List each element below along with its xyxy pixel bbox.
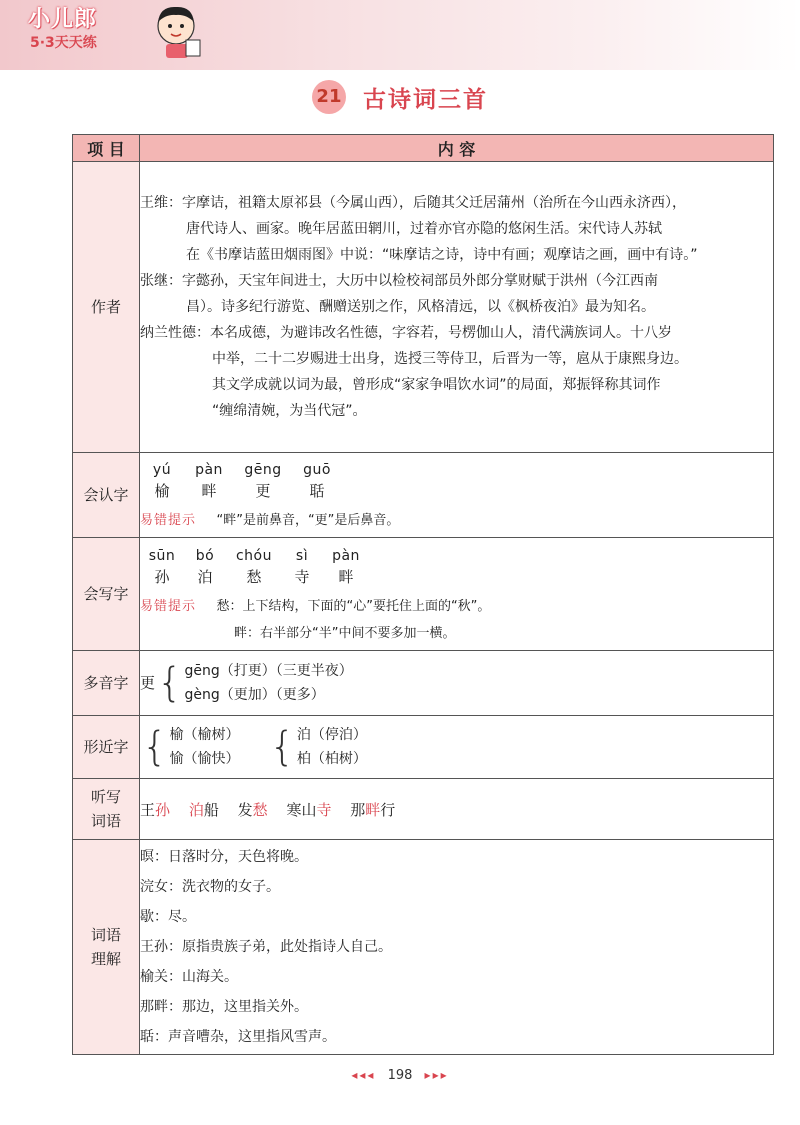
- vocab-item: 歇：尽。: [140, 909, 196, 925]
- write-hint: [140, 595, 773, 614]
- label-author: 作者: [73, 162, 140, 453]
- vocab-content: [140, 840, 774, 1055]
- brand-logo: 小儿郎: [28, 7, 98, 32]
- hint-text: 畔：右半部分“半”中间不要多加一横。: [234, 625, 456, 641]
- vocab-item: 暝：日落时分，天色将晚。: [140, 849, 308, 865]
- label-dictation-line: 词语: [90, 812, 121, 830]
- brace-icon: {: [269, 724, 295, 770]
- pinyin: guō: [303, 462, 331, 478]
- character: 泊: [197, 567, 213, 586]
- label-write: 会写字: [73, 538, 140, 651]
- author-line: 张继：字懿孙，天宝年间进士，大历中以检校祠部员外郎分掌财赋于洪州（今江西南: [140, 273, 658, 289]
- label-polyphone: 多音字: [73, 651, 140, 716]
- page-footer: [0, 1068, 800, 1083]
- label-dictation-line: 听写: [90, 788, 121, 806]
- polyphone-char: 更: [140, 674, 156, 692]
- vocab-item: 聒：声音嘈杂，这里指风雪声。: [140, 1029, 336, 1045]
- polyphone-reading: gèng（更加）（更多）: [184, 687, 325, 703]
- character: 孙: [154, 567, 170, 586]
- similar-word: 柏（柏树）: [296, 751, 367, 767]
- character: 寺: [294, 567, 310, 586]
- pinyin: sūn: [148, 547, 176, 564]
- brace-icon: {: [157, 660, 183, 706]
- content-table: [72, 134, 774, 1055]
- pinyin: pàn: [332, 547, 360, 564]
- similar-group: [140, 723, 773, 771]
- similar-word: 泊（停泊）: [296, 727, 367, 743]
- label-vocab-line: 理解: [90, 950, 121, 968]
- row-recognize: [73, 453, 774, 538]
- column-header-content: 内 容: [140, 135, 774, 162]
- author-line: 王维：字摩诘，祖籍太原祁县（今属山西），后随其父迁居蒲州（治所在今山西永济西），: [140, 195, 686, 211]
- write-content: [140, 538, 774, 651]
- recognize-pinyin: [140, 462, 773, 478]
- author-line: 中举，二十二岁赐进士出身，选授三等侍卫，后晋为一等，扈从于康熙身边。: [212, 351, 688, 367]
- row-similar: [73, 716, 774, 779]
- label-recognize: 会认字: [73, 453, 140, 538]
- vocab-item: 榆关：山海关。: [140, 969, 238, 985]
- vocab-item: 王孙：原指贵族子弟，此处指诗人自己。: [140, 939, 392, 955]
- polyphone-content: [140, 651, 774, 716]
- author-line: 纳兰性德：本名成德，为避讳改名性德，字容若，号楞伽山人，清代满族词人。十八岁: [140, 325, 672, 341]
- dictation-word: 泊船: [188, 800, 219, 819]
- recognize-chars: [140, 480, 773, 501]
- dictation-word: 发愁: [237, 800, 268, 819]
- vocab-item: 那畔：那边，这里指关外。: [140, 999, 308, 1015]
- character: 榆: [154, 482, 170, 500]
- hint-text: “畔”是前鼻音，“更”是后鼻音。: [216, 513, 400, 528]
- character: 聒: [309, 482, 325, 500]
- pinyin: bó: [195, 547, 215, 564]
- polyphone-group: [140, 659, 773, 707]
- recognize-hint: [140, 509, 773, 528]
- author-content: [140, 162, 774, 453]
- write-pinyin: [140, 548, 773, 564]
- author-line: 昌）。诗多纪行游览、酬赠送别之作，风格清远，以《枫桥夜泊》最为知名。: [186, 299, 655, 315]
- similar-content: [140, 716, 774, 779]
- pinyin: yú: [152, 462, 172, 478]
- label-dictation: [73, 779, 140, 840]
- similar-word: 榆（榆树）: [169, 727, 240, 743]
- next-arrows-icon: ▸▸▸: [424, 1068, 449, 1082]
- write-chars: [140, 566, 773, 587]
- brace-icon: {: [142, 724, 168, 770]
- label-vocab-line: 词语: [90, 926, 121, 944]
- author-line: “缠绵清婉，为当代冠”。: [212, 403, 367, 419]
- lesson-heading: [0, 80, 800, 116]
- row-write: [73, 538, 774, 651]
- dictation-word: 那畔行: [350, 800, 396, 819]
- hint-label: 易错提示: [140, 598, 197, 614]
- recognize-content: [140, 453, 774, 538]
- brand: [28, 2, 198, 58]
- dictation-word: 寒山寺: [286, 800, 332, 819]
- similar-word: 愉（愉快）: [169, 751, 240, 767]
- pinyin: chóu: [235, 547, 272, 564]
- prev-arrows-icon: ◂◂◂: [351, 1068, 376, 1082]
- dictation-word: 王孙: [140, 800, 171, 819]
- page-number: 198: [387, 1068, 413, 1083]
- hint-text: 愁：上下结构，下面的“心”要托住上面的“秋”。: [216, 598, 491, 614]
- polyphone-reading: gēng（打更）（三更半夜）: [184, 663, 353, 679]
- character: 畔: [201, 482, 217, 500]
- brand-subtitle: 5·3天天练: [30, 35, 97, 51]
- author-line: 其文学成就以词为最，曾形成“家家争唱饮水词”的局面，郑振铎称其词作: [212, 377, 661, 393]
- character: 愁: [246, 567, 262, 586]
- pinyin: gēng: [244, 462, 282, 478]
- lesson-number-badge: 21: [312, 80, 346, 114]
- row-author: [73, 162, 774, 453]
- author-line: 在《书摩诘蓝田烟雨图》中说：“味摩诘之诗，诗中有画；观摩诘之画，画中有诗。”: [186, 247, 698, 263]
- row-dictation: [73, 779, 774, 840]
- hint-label: 易错提示: [140, 513, 197, 528]
- pinyin: sì: [295, 547, 309, 564]
- author-line: 唐代诗人、画家。晚年居蓝田辋川，过着亦官亦隐的悠闲生活。宋代诗人苏轼: [186, 221, 662, 237]
- pinyin: pàn: [195, 462, 223, 478]
- row-vocab: [73, 840, 774, 1055]
- character: 更: [255, 482, 271, 500]
- dictation-content: [140, 779, 774, 840]
- lesson-title: 古诗词三首: [363, 86, 489, 113]
- row-polyphone: [73, 651, 774, 716]
- mascot-icon: [146, 2, 208, 60]
- table-header-row: [73, 135, 774, 162]
- column-header-item: 项 目: [73, 135, 140, 162]
- label-vocab: [73, 840, 140, 1055]
- label-similar: 形近字: [73, 716, 140, 779]
- character: 畔: [338, 567, 354, 586]
- vocab-item: 浣女：洗衣物的女子。: [140, 879, 280, 895]
